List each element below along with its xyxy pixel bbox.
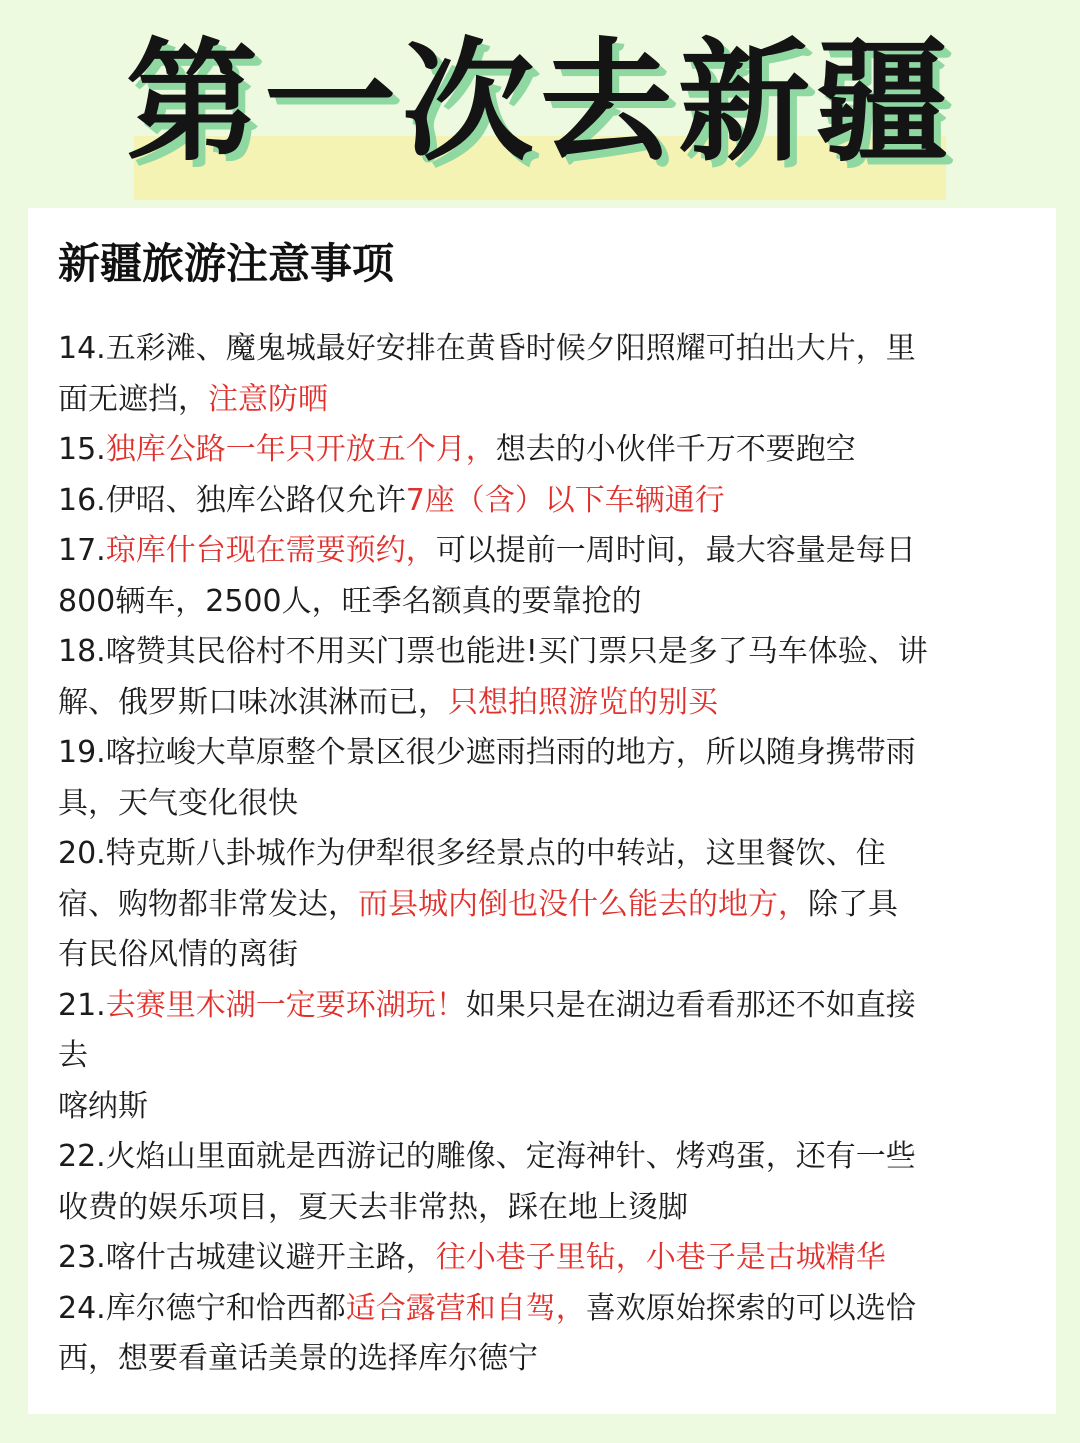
tip-text: 收费的娱乐项目，夏天去非常热，踩在地上烫脚 [58, 1189, 688, 1225]
tip-text: 15. [58, 432, 106, 467]
tip-line [58, 930, 1048, 981]
tip-line [58, 627, 1048, 678]
tip-text: 20.特克斯八卦城作为伊犁很多经景点的中转站，这里餐饮、住 [58, 836, 886, 871]
page-title: 第一次去新疆 [126, 26, 954, 180]
tip-text: 14.五彩滩、魔鬼城最好安排在黄昏时候夕阳照耀可拍出大片，里 [58, 331, 916, 366]
tip-text: 18.喀赞其民俗村不用买门票也能进!买门票只是多了马车体验、讲 [58, 634, 928, 669]
tip-line [58, 1031, 1048, 1082]
tip-text: 想去的小伙伴千万不要跑空 [495, 432, 856, 467]
tip-line [58, 577, 1048, 628]
tip-text: 如果只是在湖边看看那还不如直接 [465, 987, 916, 1023]
tip-line [58, 829, 1048, 880]
tip-line [58, 1082, 1048, 1133]
tip-text: 面无遮挡， [58, 381, 208, 417]
highlighted-text: 独库公路一年只开放五个月， [105, 432, 496, 467]
tip-text: 24.库尔德宁和恰西都 [58, 1290, 346, 1326]
tip-text: 23.喀什古城建议避开主路， [58, 1240, 436, 1275]
tips-list [58, 324, 1048, 1385]
tip-text: 解、俄罗斯口味冰淇淋而已， [58, 684, 448, 720]
tip-line [58, 526, 1048, 577]
tip-line [58, 1132, 1048, 1183]
tip-text: 西，想要看童话美景的选择库尔德宁 [58, 1341, 538, 1376]
tip-line [58, 1334, 1048, 1385]
tip-text: 22.火焰山里面就是西游记的雕像、定海神针、烤鸡蛋，还有一些 [58, 1139, 916, 1174]
tip-text: 去 [58, 1038, 88, 1073]
tip-line [58, 880, 1048, 931]
tip-line [58, 678, 1048, 729]
highlighted-text: 琼库什台现在需要预约， [105, 533, 436, 568]
tip-text: 除了具 [808, 886, 898, 922]
tip-text: 喀纳斯 [58, 1088, 148, 1124]
tip-line [58, 375, 1048, 426]
tip-line [58, 1183, 1048, 1234]
tip-line [58, 476, 1048, 527]
tip-line [58, 1284, 1048, 1335]
header [0, 18, 1080, 188]
tip-text: 19.喀拉峻大草原整个景区很少遮雨挡雨的地方，所以随身携带雨 [58, 735, 916, 770]
tip-text: 可以提前一周时间，最大容量是每日 [435, 533, 916, 568]
tip-text: 宿、购物都非常发达， [58, 886, 358, 922]
tip-text: 有民俗风情的离街 [58, 937, 298, 972]
tip-text: 21. [58, 987, 106, 1023]
tips-card [28, 208, 1056, 1414]
highlighted-text: 往小巷子里钻，小巷子是古城精华 [435, 1240, 886, 1275]
tip-line [58, 779, 1048, 830]
tip-line [58, 324, 1048, 375]
highlighted-text: 只想拍照游览的别买 [448, 684, 718, 720]
tip-line [58, 728, 1048, 779]
tip-line [58, 425, 1048, 476]
highlighted-text: 去赛里木湖一定要环湖玩！ [105, 987, 466, 1023]
tip-text: 喜欢原始探索的可以选恰 [585, 1290, 916, 1326]
highlighted-text: 7座（含）以下车辆通行 [405, 482, 725, 518]
highlighted-text: 适合露营和自驾， [345, 1290, 586, 1326]
tip-text: 800辆车，2500人，旺季名额真的要靠抢的 [58, 583, 642, 619]
tip-line [58, 981, 1048, 1032]
tip-text: 17. [58, 533, 106, 568]
highlighted-text: 注意防晒 [208, 381, 328, 417]
tip-text: 具，天气变化很快 [58, 785, 298, 821]
card-title: 新疆旅游注意事项 [58, 239, 395, 288]
tip-line [58, 1233, 1048, 1284]
highlighted-text: 而县城内倒也没什么能去的地方， [358, 886, 808, 922]
tip-text: 16.伊昭、独库公路仅允许 [58, 482, 406, 518]
